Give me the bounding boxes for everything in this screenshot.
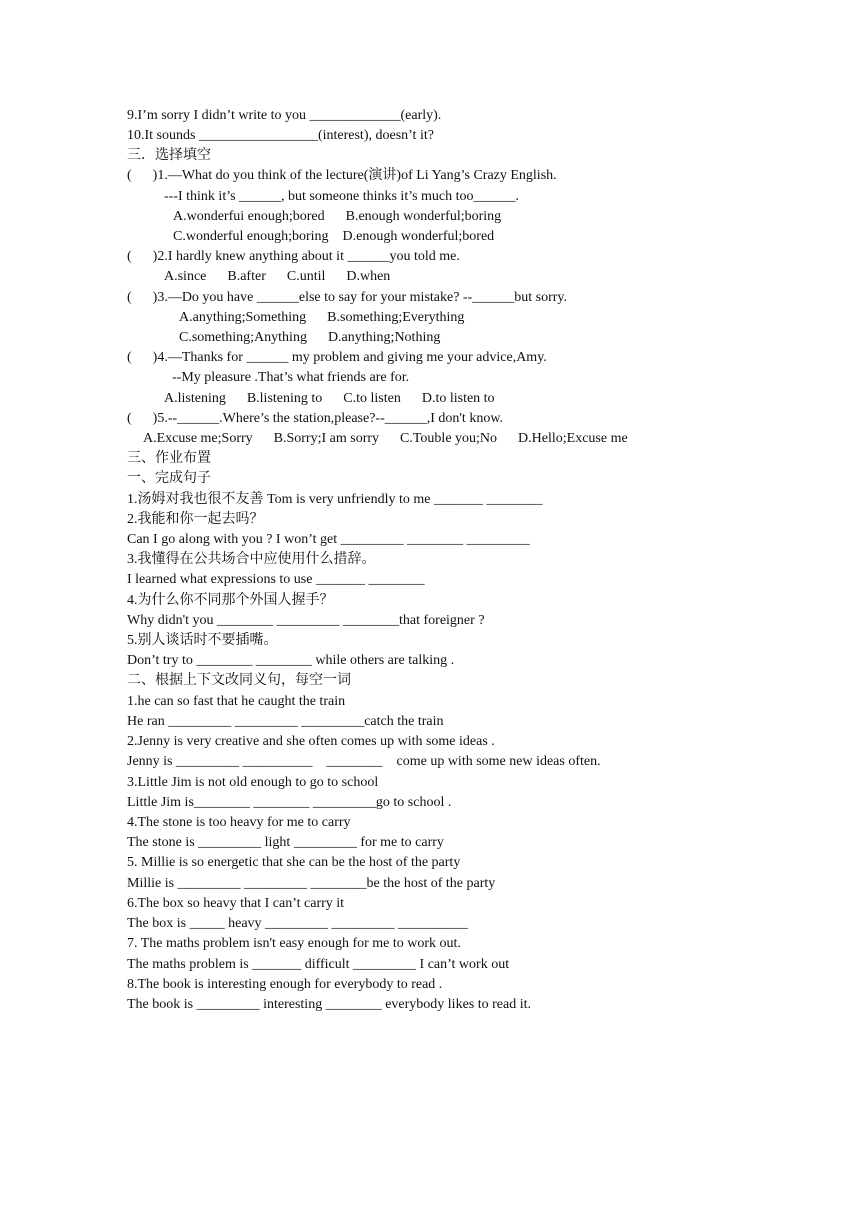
rewrite-q3-blank: Little Jim is________ ________ _________go to school . — [127, 795, 452, 810]
choice-q4-reply: --My pleasure .That’s what friends are for. — [172, 370, 410, 385]
choice-q1-options-cd: C.wonderful enough;boring D.enough wonderful;bored — [173, 229, 495, 244]
rewrite-q7-blank: The maths problem is _______ difficult _________ I can’t work out — [127, 957, 510, 972]
rewrite-q6-blank: The box is _____ heavy _________ _________ __________ — [127, 916, 469, 931]
complete-q3-english: I learned what expressions to use _______ ________ — [127, 572, 425, 587]
rewrite-q4-blank: The stone is _________ light _________ for me to carry — [127, 835, 444, 850]
choice-q2-options: A.since B.after C.until D.when — [164, 269, 391, 284]
choice-q1-stem: ( )1.—What do you think of the lecture(演讲)of Li Yang’s Crazy English. — [127, 168, 557, 183]
rewrite-q1-blank: He ran _________ _________ _________catch the train — [127, 714, 444, 729]
complete-q4-english: Why didn't you ________ _________ ________that foreigner ? — [127, 613, 485, 628]
complete-q2-english: Can I go along with you ? I won’t get _________ ________ _________ — [127, 532, 530, 547]
complete-q5-english: Don’t try to ________ ________ while others are talking . — [127, 653, 455, 668]
choice-q3-stem: ( )3.—Do you have ______else to say for your mistake? --______but sorry. — [127, 290, 568, 305]
rewrite-q7-original: 7. The maths problem isn't easy enough for me to work out. — [127, 936, 461, 951]
choice-q5-stem: ( )5.--______.Where’s the station,please?--______,I don't know. — [127, 411, 504, 426]
rewrite-q6-original: 6.The box so heavy that I can’t carry it — [127, 896, 345, 911]
choice-q2-stem: ( )2.I hardly knew anything about it ______you told me. — [127, 249, 460, 264]
complete-q3-chinese: 3.我懂得在公共场合中应使用什么措辞。 — [127, 552, 376, 567]
section-heading-choice: 三．选择填空 — [127, 148, 211, 163]
rewrite-q8-blank: The book is _________ interesting ________ everybody likes to read it. — [127, 997, 531, 1012]
fill-blank-q9: 9.I’m sorry I didn’t write to you _____________(early). — [127, 108, 442, 123]
rewrite-q2-original: 2.Jenny is very creative and she often comes up with some ideas . — [127, 734, 495, 749]
choice-q5-options: A.Excuse me;Sorry B.Sorry;I am sorry C.Touble you;No D.Hello;Excuse me — [143, 431, 628, 446]
complete-q5-chinese: 5.别人谈话时不要插嘴。 — [127, 633, 278, 648]
complete-q1: 1.汤姆对我也很不友善 Tom is very unfriendly to me _______ ________ — [127, 492, 543, 507]
rewrite-q3-original: 3.Little Jim is not old enough to go to school — [127, 775, 379, 790]
rewrite-q1-original: 1.he can so fast that he caught the train — [127, 694, 346, 709]
choice-q4-options: A.listening B.listening to C.to listen D.to listen to — [164, 391, 495, 406]
rewrite-q4-original: 4.The stone is too heavy for me to carry — [127, 815, 351, 830]
subsection-heading-complete: 一、完成句子 — [127, 471, 211, 486]
rewrite-q2-blank: Jenny is _________ __________ ________ come up with some new ideas often. — [127, 754, 601, 769]
rewrite-q8-original: 8.The book is interesting enough for everybody to read . — [127, 977, 443, 992]
complete-q2-chinese: 2.我能和你一起去吗？ — [127, 512, 264, 527]
subsection-heading-rewrite: 二、根据上下文改同义句，每空一词 — [127, 673, 351, 688]
fill-blank-q10: 10.It sounds _________________(interest), doesn’t it? — [127, 128, 434, 143]
section-heading-homework: 三、作业布置 — [127, 451, 211, 466]
choice-q4-stem: ( )4.—Thanks for ______ my problem and giving me your advice,Amy. — [127, 350, 547, 365]
choice-q3-options-ab: A.anything;Something B.something;Everything — [179, 310, 465, 325]
choice-q1-dialog: ---I think it’s ______, but someone thinks it’s much too______. — [164, 189, 520, 204]
choice-q1-options-ab: A.wonderfui enough;bored B.enough wonderful;boring — [173, 209, 502, 224]
choice-q3-options-cd: C.something;Anything D.anything;Nothing — [179, 330, 441, 345]
rewrite-q5-blank: Millie is _________ _________ ________be the host of the party — [127, 876, 496, 891]
complete-q4-chinese: 4.为什么你不同那个外国人握手？ — [127, 593, 334, 608]
rewrite-q5-original: 5. Millie is so energetic that she can be the host of the party — [127, 855, 461, 870]
